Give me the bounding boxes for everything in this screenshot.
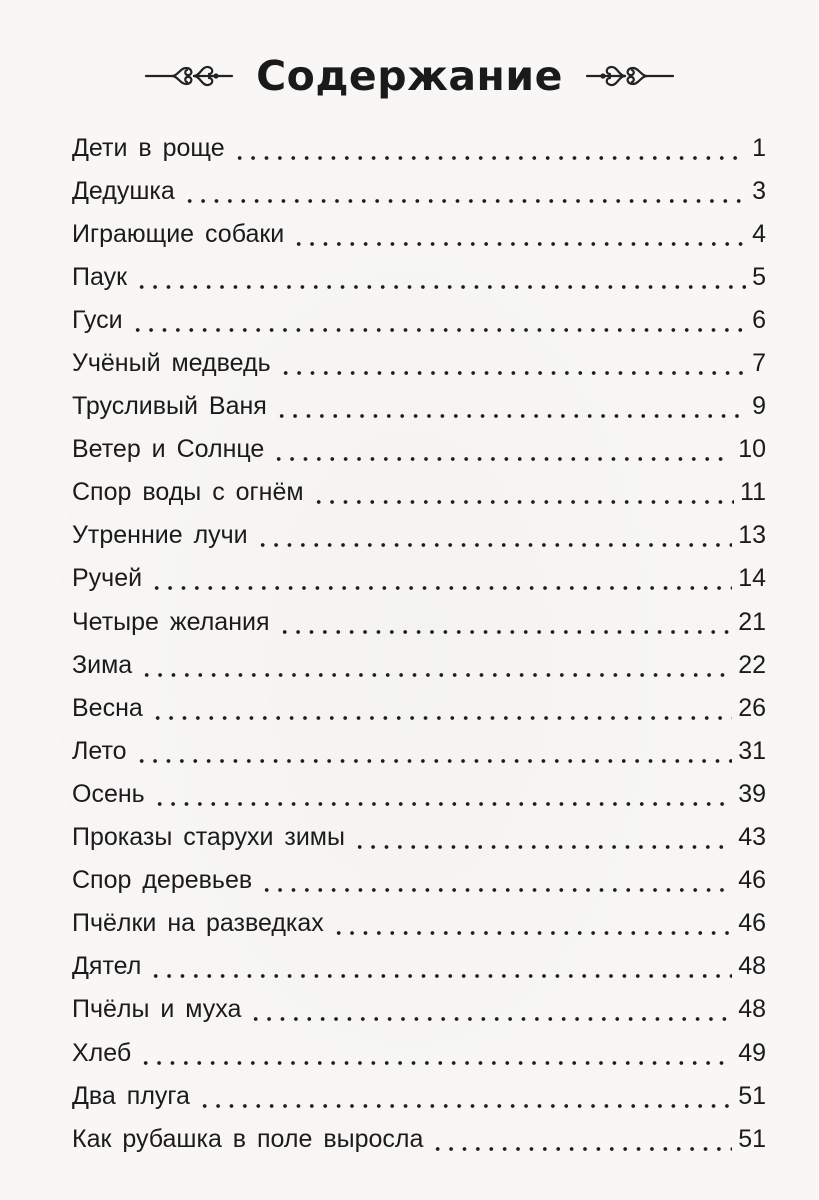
dot-leader xyxy=(198,1081,732,1111)
toc-entry-page: 48 xyxy=(738,952,766,981)
toc-entry-title: Осень xyxy=(72,779,145,808)
toc-entry-page: 46 xyxy=(738,909,766,938)
toc-entry[interactable] xyxy=(72,945,766,988)
dot-leader xyxy=(431,1124,732,1154)
dot-leader xyxy=(140,650,732,680)
toc-entry[interactable] xyxy=(72,212,766,255)
toc-entry-title: Пчёлы и муха xyxy=(72,995,242,1024)
dot-leader xyxy=(151,693,732,723)
toc-entry[interactable] xyxy=(72,600,766,643)
toc-entry-page: 43 xyxy=(738,823,766,852)
toc-entry[interactable] xyxy=(72,1031,766,1074)
dot-leader xyxy=(135,736,733,766)
toc-entry-page: 9 xyxy=(752,392,766,421)
toc-entry-title: Хлеб xyxy=(72,1038,132,1067)
toc-entry[interactable] xyxy=(72,255,766,298)
dot-leader xyxy=(233,133,746,163)
toc-entry[interactable] xyxy=(72,557,766,600)
toc-entry[interactable] xyxy=(72,643,766,686)
toc-entry[interactable] xyxy=(72,988,766,1031)
dot-leader xyxy=(278,607,733,637)
toc-entry-title: Дети в роще xyxy=(72,133,225,162)
toc-entry[interactable] xyxy=(72,341,766,384)
dot-leader xyxy=(135,262,746,292)
toc-entry-page: 5 xyxy=(752,262,766,291)
toc-entry-title: Утренние лучи xyxy=(72,521,248,550)
toc-entry-title: Спор деревьев xyxy=(72,866,253,895)
toc-entry[interactable] xyxy=(72,428,766,471)
dot-leader xyxy=(279,348,746,378)
toc-entry[interactable] xyxy=(72,1074,766,1117)
dot-leader xyxy=(332,908,732,938)
flourish-ornament-icon xyxy=(585,58,675,94)
toc-entry-title: Дятел xyxy=(72,952,142,981)
toc-entry-title: Гуси xyxy=(72,305,123,334)
toc-entry-title: Спор воды с огнём xyxy=(72,478,304,507)
dot-leader xyxy=(139,1038,732,1068)
toc-entry-page: 13 xyxy=(738,521,766,550)
toc-entry-page: 1 xyxy=(752,133,766,162)
toc-entry-page: 39 xyxy=(738,779,766,808)
toc-entry-title: Ветер и Солнце xyxy=(72,435,265,464)
toc-entry-title: Играющие собаки xyxy=(72,219,285,248)
toc-entry[interactable] xyxy=(72,298,766,341)
toc-entry[interactable] xyxy=(72,471,766,514)
toc-entry-title: Четыре желания xyxy=(72,607,270,636)
toc-entry-page: 51 xyxy=(738,1081,766,1110)
toc-entry-page: 31 xyxy=(738,736,766,765)
toc-entry-title: Дедушка xyxy=(72,176,175,205)
dot-leader xyxy=(153,779,733,809)
toc-entry-title: Проказы старухи зимы xyxy=(72,823,345,852)
toc-entry-title: Зима xyxy=(72,650,133,679)
toc-entry[interactable] xyxy=(72,385,766,428)
toc-entry-page: 48 xyxy=(738,995,766,1024)
toc-entry-page: 49 xyxy=(738,1038,766,1067)
dot-leader xyxy=(260,865,732,895)
toc-entry[interactable] xyxy=(72,772,766,815)
dot-leader xyxy=(353,822,732,852)
dot-leader xyxy=(183,176,746,206)
toc-entry-title: Трусливый Ваня xyxy=(72,392,267,421)
toc-entry-page: 22 xyxy=(738,650,766,679)
toc-entry-title: Учёный медведь xyxy=(72,349,271,378)
toc-entry[interactable] xyxy=(72,686,766,729)
page-title: Содержание xyxy=(256,52,563,100)
toc-entry-page: 11 xyxy=(740,478,766,507)
dot-leader xyxy=(256,520,733,550)
toc-entry[interactable] xyxy=(72,1117,766,1160)
page-header xyxy=(0,44,819,108)
toc-entry-title: Весна xyxy=(72,693,143,722)
dot-leader xyxy=(275,391,746,421)
toc-entry[interactable] xyxy=(72,514,766,557)
toc-entry[interactable] xyxy=(72,169,766,212)
dot-leader xyxy=(272,434,732,464)
toc-entry[interactable] xyxy=(72,902,766,945)
dot-leader xyxy=(292,219,746,249)
toc-entry-title: Лето xyxy=(72,736,127,765)
toc-entry[interactable] xyxy=(72,729,766,772)
toc-entry-title: Как рубашка в поле выросла xyxy=(72,1124,424,1153)
toc-entry-page: 21 xyxy=(738,607,766,636)
toc-entry-page: 10 xyxy=(738,435,766,464)
flourish-ornament-icon xyxy=(144,58,234,94)
toc-entry-page: 26 xyxy=(738,693,766,722)
toc-entry[interactable] xyxy=(72,126,766,169)
dot-leader xyxy=(149,951,732,981)
toc-entry-title: Пчёлки на разведках xyxy=(72,909,324,938)
toc-entry-page: 4 xyxy=(752,219,766,248)
dot-leader xyxy=(312,477,734,507)
toc-entry-page: 51 xyxy=(738,1124,766,1153)
toc-entry-page: 46 xyxy=(738,866,766,895)
dot-leader xyxy=(131,305,746,335)
dot-leader xyxy=(249,994,732,1024)
toc-entry[interactable] xyxy=(72,816,766,859)
toc-entry-page: 7 xyxy=(752,349,766,378)
toc-entry-title: Ручей xyxy=(72,564,143,593)
toc-entry-page: 14 xyxy=(738,564,766,593)
dot-leader xyxy=(150,563,732,593)
table-of-contents xyxy=(72,126,766,1160)
toc-entry-title: Паук xyxy=(72,262,128,291)
toc-entry-page: 3 xyxy=(752,176,766,205)
toc-entry-page: 6 xyxy=(752,305,766,334)
toc-entry-title: Два плуга xyxy=(72,1081,190,1110)
toc-entry[interactable] xyxy=(72,859,766,902)
